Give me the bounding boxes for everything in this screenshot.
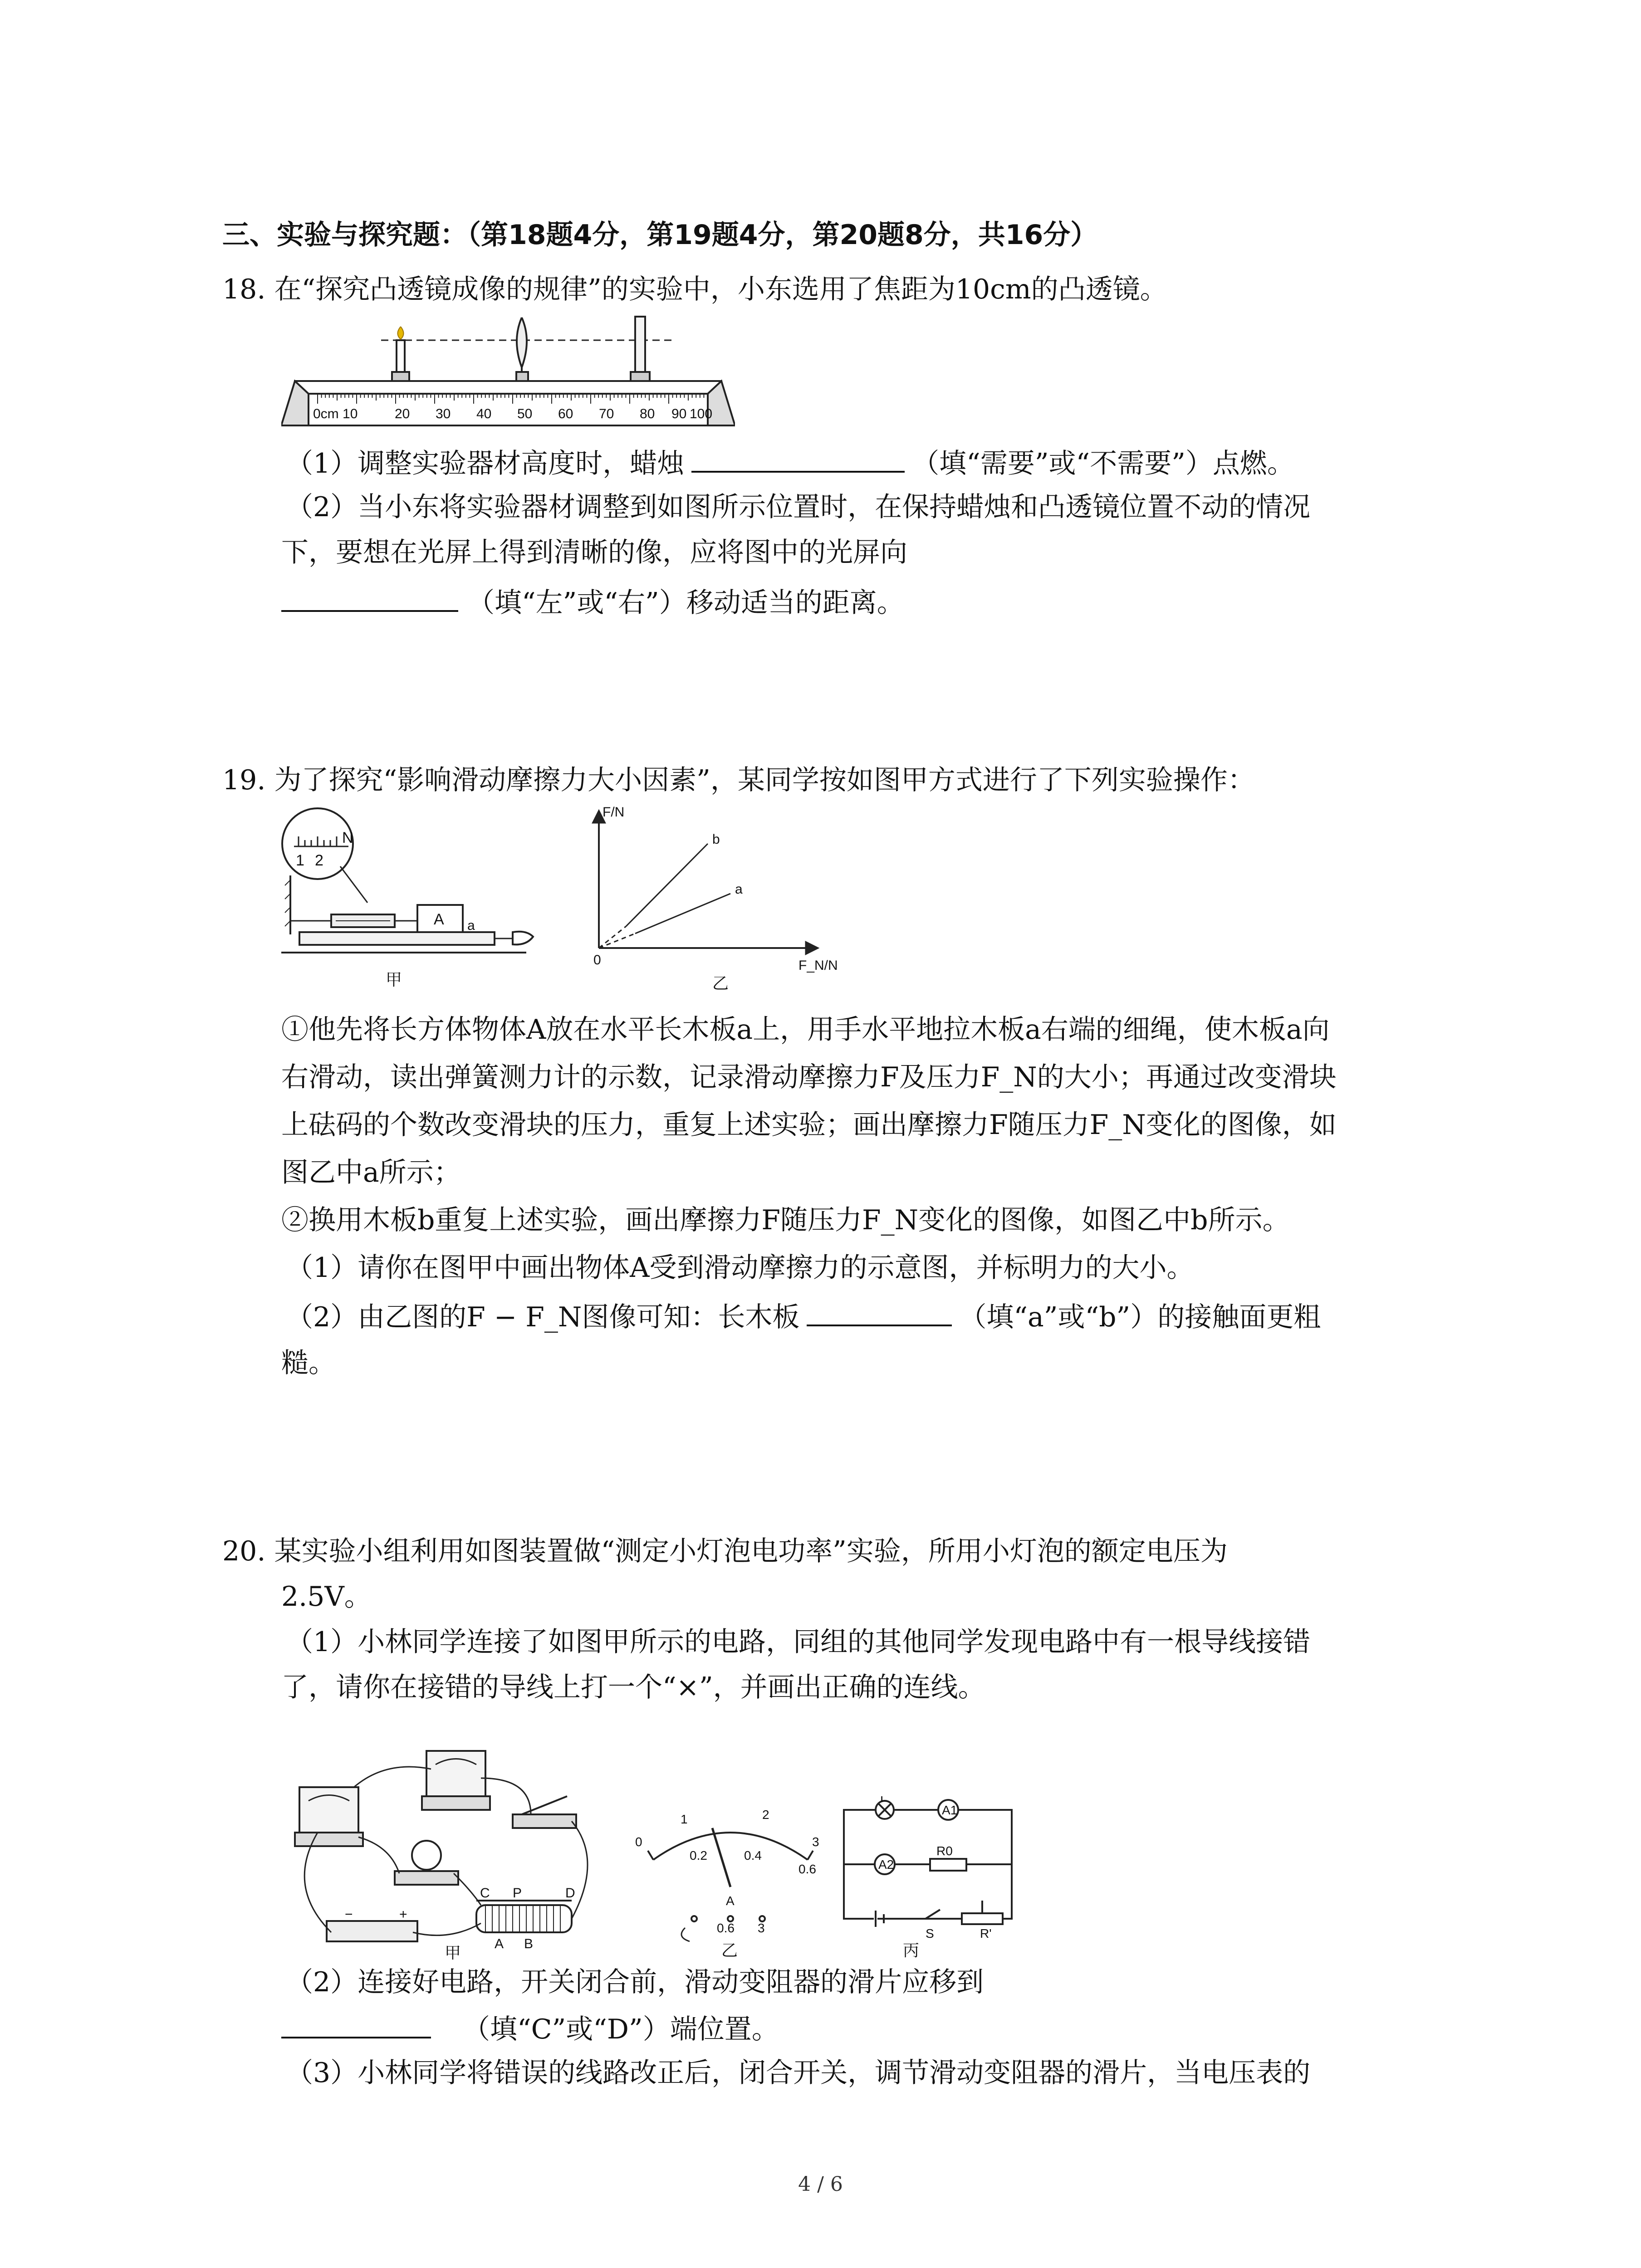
graph-origin: 0 — [593, 953, 601, 968]
fig20-jia-caption: 甲 — [445, 1944, 461, 1960]
ammeter-bottom-06: 0.6 — [798, 1862, 816, 1876]
q19-stem: 19. 为了探究“影响滑动摩擦力大小因素”，某同学按如图甲方式进行了下列实验操作： — [222, 764, 1255, 796]
ammeter-bottom-02: 0.2 — [690, 1848, 707, 1862]
ammeter-top-0: 0 — [635, 1835, 642, 1849]
q20-figure-bing-schematic — [835, 1796, 1025, 1960]
ammeter-unit: A — [726, 1894, 735, 1908]
graph-x-label: F_N/N — [798, 958, 838, 973]
schematic-label-a2: A2 — [878, 1857, 894, 1872]
ammeter-terminal-3: 3 — [758, 1921, 765, 1935]
q18-part1-text-b: （填“需要”或“不需要”）点燃。 — [912, 448, 1294, 479]
q20-part2-text: （填“C”或“D”）端位置。 — [463, 2014, 779, 2045]
q18-stem: 18. 在“探究凸透镜成像的规律”的实验中，小东选用了焦距为10cm的凸透镜。 — [222, 274, 1167, 305]
ammeter-top-1: 1 — [681, 1812, 688, 1826]
q19-figure-yi-graph — [572, 803, 844, 993]
q19-part2-answer-blank[interactable] — [807, 1297, 952, 1326]
q18-optical-bench-figure — [281, 313, 735, 445]
battery-pos-label: + — [399, 1907, 407, 1922]
q19-op2: ②换用木板b重复上述实验，画出摩擦力F随压力F_N变化的图像，如图乙中b所示。 — [281, 1204, 1290, 1236]
rheostat-label-b: B — [524, 1936, 534, 1951]
ruler-label-20: 20 — [395, 406, 410, 421]
ruler-label-40: 40 — [476, 406, 492, 421]
q19-op1-line2: 右滑动，读出弹簧测力计的示数，记录滑动摩擦力F及压力F_N的大小；再通过改变滑块 — [281, 1061, 1337, 1093]
schematic-label-r0: R0 — [936, 1844, 953, 1858]
ruler-label-80: 80 — [640, 406, 655, 421]
q18-part2-line3 — [281, 583, 904, 621]
q20-part3-line1: （3）小林同学将错误的线路改正后，闭合开关，调节滑动变阻器的滑片，当电压表的 — [286, 2057, 1311, 2089]
q19-op1-line4: 图乙中a所示； — [281, 1157, 461, 1188]
q18-part1-answer-blank[interactable] — [691, 444, 905, 473]
line-b-label: b — [712, 832, 720, 847]
meter-mark-2: 2 — [315, 852, 323, 869]
q20-part2-line2 — [281, 2009, 779, 2048]
rheostat-label-d: D — [565, 1886, 575, 1901]
schematic-label-r-prime: R' — [980, 1926, 992, 1941]
rheostat-label-a: A — [495, 1936, 504, 1951]
ruler-label-60: 60 — [558, 406, 573, 421]
q20-figure-jia-circuit — [277, 1742, 626, 1960]
q19-figure-jia — [272, 807, 554, 989]
q20-stem-line1: 20. 某实验小组利用如图装置做“测定小灯泡电功率”实验，所用小灯泡的额定电压为 — [222, 1535, 1228, 1567]
ruler-label-90: 90 — [671, 406, 687, 421]
schematic-label-s: S — [926, 1926, 934, 1941]
ruler-label-30: 30 — [436, 406, 451, 421]
rheostat-label-c: C — [480, 1886, 490, 1901]
q19-part2 — [286, 1297, 1321, 1335]
battery-neg-label: − — [345, 1907, 353, 1922]
rheostat-label-p: P — [513, 1886, 522, 1901]
schematic-label-l: L — [880, 1796, 887, 1804]
q19-part1: （1）请你在图甲中画出物体A受到滑动摩擦力的示意图，并标明力的大小。 — [286, 1252, 1194, 1284]
ruler-label-100: 100 — [690, 406, 713, 421]
q20-part2-answer-blank[interactable] — [281, 2009, 431, 2038]
meter-unit-label: N — [342, 829, 353, 846]
q20-part1-line1: （1）小林同学连接了如图甲所示的电路，同组的其他同学发现电路中有一根导线接错 — [286, 1626, 1311, 1658]
ammeter-top-3: 3 — [812, 1835, 819, 1849]
page-number: 4 / 6 — [798, 2173, 843, 2196]
q18-part1-text-a: （1）调整实验器材高度时，蜡烛 — [286, 448, 685, 479]
q20-part2-line1: （2）连接好电路，开关闭合前，滑动变阻器的滑片应移到 — [286, 1966, 984, 1998]
ruler-label-0: 0cm 10 — [313, 406, 358, 421]
fig-jia-caption: 甲 — [386, 970, 402, 989]
ammeter-top-2: 2 — [762, 1808, 769, 1822]
board-a-label: a — [467, 918, 475, 933]
graph-y-label: F/N — [603, 805, 625, 820]
q19-op1-line3: 上砝码的个数改变滑块的压力，重复上述实验；画出摩擦力F随压力F_N变化的图像，如 — [281, 1109, 1337, 1141]
ruler-label-50: 50 — [517, 406, 533, 421]
meter-mark-1: 1 — [296, 852, 304, 869]
line-a-label: a — [735, 882, 743, 897]
q18-part2-text: （填“左”或“右”）移动适当的距离。 — [467, 587, 904, 619]
q18-part2-answer-blank[interactable] — [281, 583, 458, 612]
section-title: 三、实验与探究题：（第18题4分，第19题4分，第20题8分，共16分） — [222, 219, 1098, 251]
fig20-bing-caption: 丙 — [903, 1941, 920, 1960]
q19-op1-line1: ①他先将长方体物体A放在水平长木板a上，用手水平地拉木板a右端的细绳，使木板a向 — [281, 1014, 1330, 1046]
q20-part1-line2: 了，请你在接错的导线上打一个“×”，并画出正确的连线。 — [281, 1672, 985, 1703]
q19-part2-text-a: （2）由乙图的F − F_N图像可知：长木板 — [286, 1301, 800, 1333]
block-a-label: A — [434, 911, 444, 928]
q18-part1 — [286, 444, 1294, 482]
q20-figure-yi-ammeter — [626, 1796, 835, 1960]
fig20-yi-caption: 乙 — [721, 1941, 738, 1960]
q18-part2-line2: 下，要想在光屏上得到清晰的像，应将图中的光屏向 — [281, 537, 907, 568]
ammeter-bottom-04: 0.4 — [744, 1848, 762, 1862]
q19-part2-end: 糙。 — [281, 1347, 336, 1379]
q20-stem-line2: 2.5V。 — [281, 1581, 372, 1613]
ammeter-terminal-06: 0.6 — [717, 1921, 735, 1935]
fig-yi-caption: 乙 — [712, 974, 729, 992]
q19-part2-text-b: （填“a”或“b”）的接触面更粗 — [959, 1301, 1321, 1333]
q18-part2-line1: （2）当小东将实验器材调整到如图所示位置时，在保持蜡烛和凸透镜位置不动的情况 — [286, 491, 1311, 523]
ruler-label-70: 70 — [599, 406, 614, 421]
candle-flame-icon — [398, 327, 404, 339]
schematic-label-a1: A1 — [942, 1803, 958, 1817]
